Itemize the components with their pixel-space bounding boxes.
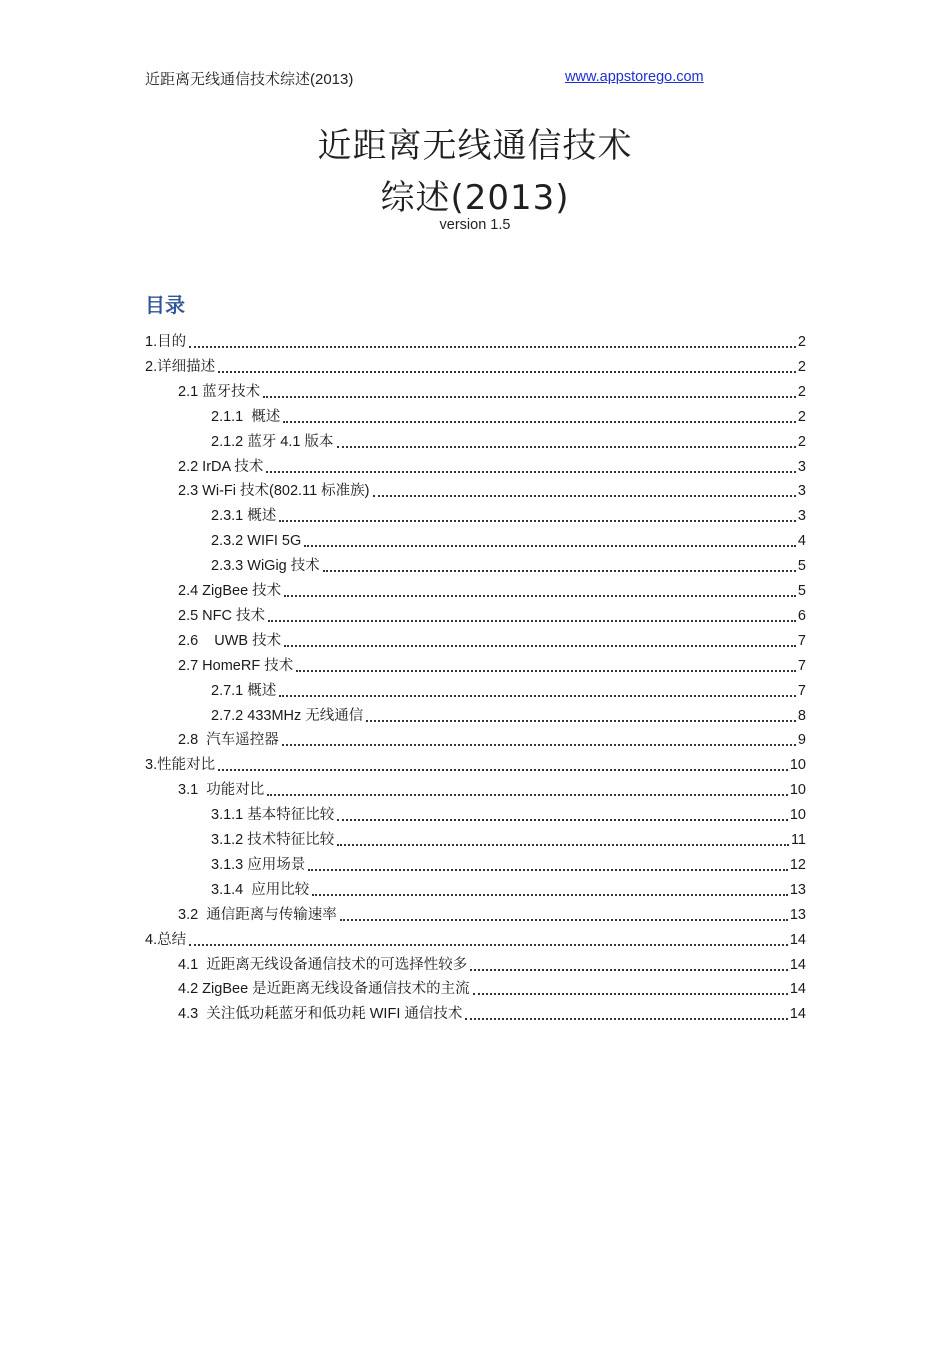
toc-dot-leader [279, 695, 796, 697]
running-header-title: 近距离无线通信技术综述(2013) [145, 71, 354, 88]
toc-entry-label: 2.3.3 WiGig 技术 [211, 558, 320, 575]
toc-entry-label: 2.5 NFC 技术 [178, 607, 266, 624]
toc-entry[interactable] [211, 552, 806, 576]
version-label: version 1.5 [439, 217, 511, 233]
toc-entry-page: 3 [797, 458, 806, 475]
toc-entry-page: 14 [789, 931, 806, 948]
toc-entry[interactable] [145, 926, 806, 950]
toc-entry-page: 10 [789, 807, 806, 824]
toc-entry-label: 3.1.2 技术特征比较 [211, 832, 335, 848]
toc-dot-leader [263, 396, 796, 398]
toc-entry-page: 5 [797, 583, 806, 599]
toc-dot-leader [268, 620, 796, 622]
toc-dot-leader [337, 844, 789, 846]
toc-entry-label: 4.1 近距离无线设备通信技术的可选择性较多 [178, 956, 468, 973]
toc-entry-page: 10 [789, 782, 806, 799]
toc-entry-page: 13 [789, 906, 806, 923]
toc-entry-page: 2 [797, 408, 806, 425]
toc-entry-page: 3 [797, 483, 806, 500]
toc-entry-label: 1.目的 [145, 334, 187, 350]
toc-entry[interactable] [178, 776, 806, 800]
toc-entry-page: 8 [797, 707, 806, 724]
toc-dot-leader [312, 894, 788, 896]
toc-entry[interactable] [178, 453, 806, 477]
toc-entry-label: 3.1.4 应用比较 [211, 881, 310, 898]
toc-dot-leader [282, 744, 796, 746]
toc-entry[interactable] [178, 726, 806, 750]
toc-entry-label: 2.详细描述 [145, 358, 216, 375]
toc-entry-page: 14 [789, 956, 806, 973]
toc-entry-label: 2.3.2 WIFI 5G [211, 533, 302, 550]
website-link[interactable]: www.appstorego.com [565, 69, 704, 85]
toc-dot-leader [337, 819, 788, 821]
toc-dot-leader [284, 645, 796, 647]
toc-entry[interactable] [178, 901, 806, 925]
toc-entry-label: 3.1 功能对比 [178, 782, 265, 799]
toc-dot-leader [473, 993, 788, 995]
toc-dot-leader [470, 969, 788, 971]
toc-entry[interactable] [211, 527, 806, 551]
toc-entry-label: 2.7.1 概述 [211, 682, 277, 699]
toc-entry[interactable] [145, 353, 806, 377]
toc-entry[interactable] [178, 951, 806, 975]
toc-dot-leader [366, 720, 796, 722]
toc-entry-page: 7 [797, 682, 806, 699]
toc-entry[interactable] [211, 502, 806, 526]
toc-dot-leader [283, 421, 796, 423]
toc-dot-leader [296, 670, 796, 672]
toc-entry[interactable] [178, 577, 806, 601]
toc-entry-page: 4 [797, 533, 806, 550]
toc-entry-page: 11 [790, 832, 806, 848]
toc-entry[interactable] [211, 702, 806, 726]
toc-entry-page: 13 [789, 881, 806, 898]
toc-entry-label: 2.1.1 概述 [211, 408, 281, 425]
toc-dot-leader [337, 446, 796, 448]
toc-heading: 目录 [145, 295, 185, 317]
toc-dot-leader [279, 520, 796, 522]
toc-entry-label: 2.3 Wi-Fi 技术(802.11 标准族) [178, 483, 370, 500]
toc-dot-leader [323, 570, 796, 572]
toc-entry[interactable] [178, 627, 806, 651]
toc-entry-label: 3.1.1 基本特征比较 [211, 807, 335, 824]
toc-entry-label: 4.3 关注低功耗蓝牙和低功耗 WIFI 通信技术 [178, 1006, 463, 1023]
toc-entry-label: 3.1.3 应用场景 [211, 856, 306, 873]
toc-entry-page: 3 [797, 508, 806, 525]
toc-entry-page: 14 [789, 981, 806, 998]
toc-entry-page: 10 [789, 757, 806, 774]
toc-entry-page: 2 [797, 334, 806, 350]
toc-dot-leader [340, 919, 788, 921]
toc-entry-page: 2 [797, 383, 806, 400]
toc-entry-label: 4.总结 [145, 931, 187, 948]
toc-dot-leader [189, 944, 788, 946]
toc-entry-label: 2.7.2 433MHz 无线通信 [211, 707, 364, 724]
toc-dot-leader [266, 471, 796, 473]
toc-entry-page: 7 [797, 657, 806, 674]
toc-entry-label: 4.2 ZigBee 是近距离无线设备通信技术的主流 [178, 981, 470, 998]
toc-entry-label: 2.2 IrDA 技术 [178, 458, 264, 475]
toc-dot-leader [189, 346, 796, 348]
toc-dot-leader [465, 1018, 787, 1020]
toc-dot-leader [308, 869, 788, 871]
toc-dot-leader [284, 595, 796, 597]
toc-entry-label: 2.1 蓝牙技术 [178, 383, 261, 400]
toc-entry[interactable] [178, 1000, 806, 1024]
toc-entry[interactable] [178, 975, 806, 999]
toc-dot-leader [304, 545, 796, 547]
toc-entry-page: 2 [797, 358, 806, 375]
toc-entry-page: 9 [797, 732, 806, 749]
toc-entry-page: 6 [797, 607, 806, 624]
toc-entry[interactable] [145, 328, 806, 352]
toc-entry[interactable] [211, 851, 806, 875]
toc-entry[interactable] [178, 378, 806, 402]
toc-entry-label: 2.7 HomeRF 技术 [178, 657, 294, 674]
toc-entry-label: 2.1.2 蓝牙 4.1 版本 [211, 433, 334, 450]
toc-entry[interactable] [145, 751, 806, 775]
toc-entry[interactable] [178, 477, 806, 501]
toc-entry[interactable] [211, 826, 806, 850]
toc-entry[interactable] [211, 801, 806, 825]
toc-entry-page: 7 [797, 632, 806, 649]
toc-entry[interactable] [211, 428, 806, 452]
toc-entry-label: 2.8 汽车遥控器 [178, 732, 279, 749]
toc-dot-leader [218, 371, 796, 373]
toc-entry-label: 2.6 UWB 技术 [178, 632, 282, 649]
document-title-line-1: 近距离无线通信技术 [317, 126, 633, 166]
toc-entry-page: 12 [789, 856, 806, 873]
toc-entry-label: 3.性能对比 [145, 757, 216, 774]
toc-entry[interactable] [178, 652, 806, 676]
toc-entry-label: 2.4 ZigBee 技术 [178, 583, 282, 599]
document-title-line-2: 综述(2013) [380, 178, 570, 218]
toc-dot-leader [267, 794, 788, 796]
toc-dot-leader [218, 769, 788, 771]
toc-dot-leader [373, 495, 796, 497]
toc-entry-page: 2 [797, 433, 806, 450]
toc-entry[interactable] [211, 677, 806, 701]
toc-entry-page: 5 [797, 558, 806, 575]
toc-entry[interactable] [178, 602, 806, 626]
toc-entry-label: 3.2 通信距离与传输速率 [178, 906, 337, 923]
toc-entry[interactable] [211, 876, 806, 900]
toc-entry[interactable] [211, 403, 806, 427]
toc-entry-page: 14 [789, 1006, 806, 1023]
toc-entry-label: 2.3.1 概述 [211, 508, 277, 525]
